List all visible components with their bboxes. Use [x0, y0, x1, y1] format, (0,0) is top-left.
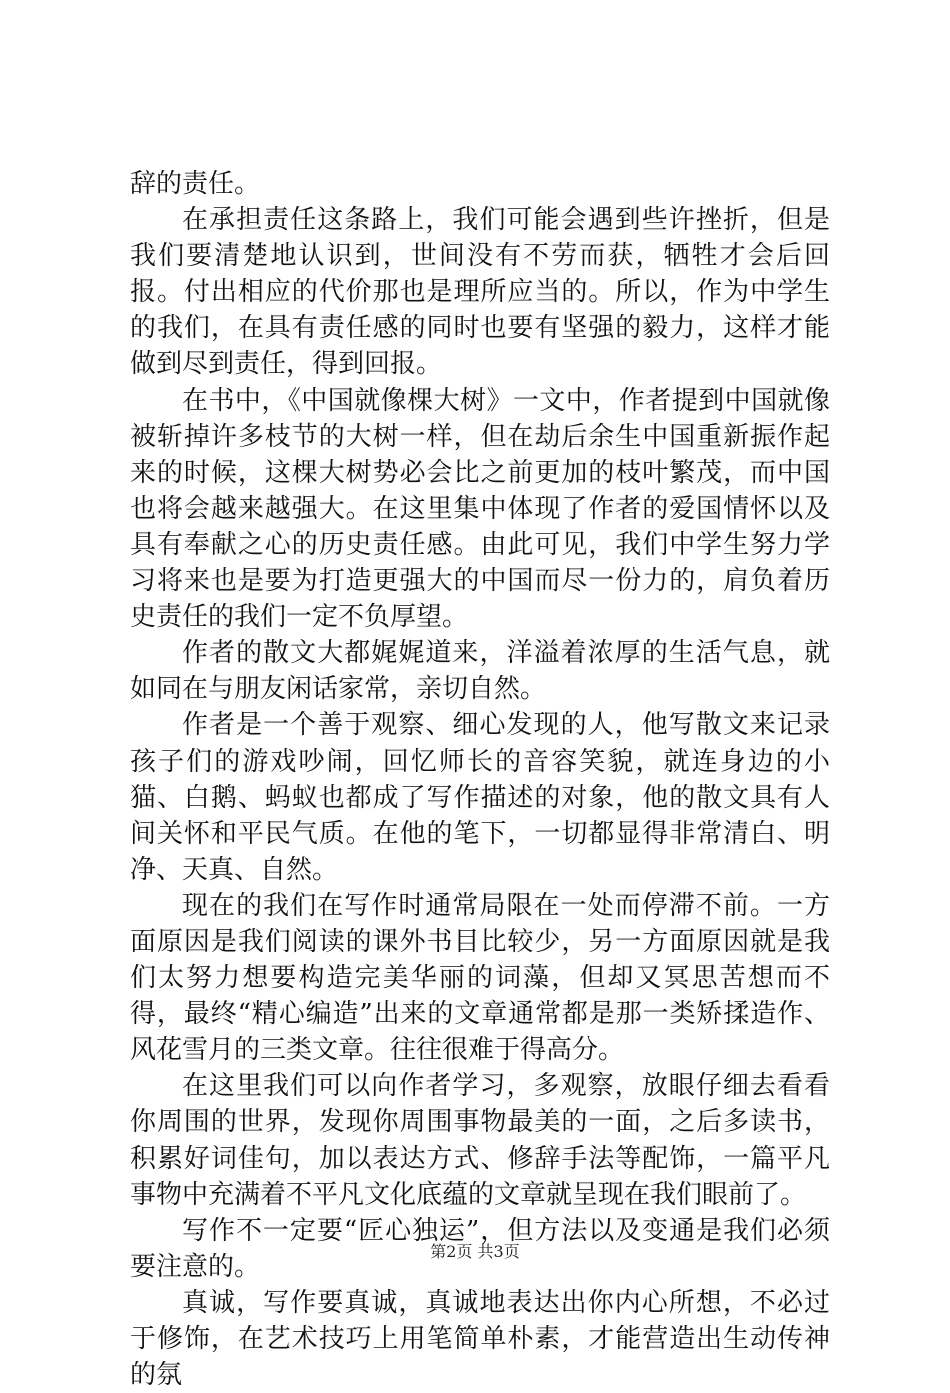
paragraph-1: 辞的责任。 [130, 169, 261, 199]
paragraph-8: 写作不一定要“匠心独运”，但方法以及变通是我们必须要注意的。 [130, 1215, 830, 1282]
paragraph-9: 真诚，写作要真诚，真诚地表达出你内心所想，不必过于修饰，在艺术技巧上用笔简单朴素，才能营造出生动传神的氛 [130, 1287, 830, 1391]
document-body [130, 166, 830, 1393]
page-number-footer: 第2页 共3页 [430, 1242, 520, 1261]
paragraph-6: 现在的我们在写作时通常局限在一处而停滞不前。一方面原因是我们阅读的课外书目比较少，另一方面原因就是我们太努力想要构造完美华丽的词藻，但却又冥思苦想而不得，最终“精心编造”出来的文章通常都是那一类矫揉造作、风花雪月的三类文章。往往很难于得高分。 [130, 890, 830, 1066]
paragraph-2: 在承担责任这条路上，我们可能会遇到些许挫折，但是我们要清楚地认识到，世间没有不劳而获，牺牲才会后回报。付出相应的代价那也是理所应当的。所以，作为中学生的我们，在具有责任感的同时也要有坚强的毅力，这样才能做到尽到责任，得到回报。 [130, 205, 830, 380]
paragraph-4: 作者的散文大都娓娓道来，洋溢着浓厚的生活气息，就如同在与朋友闲话家常，亲切自然。 [130, 638, 830, 705]
paragraph-3: 在书中，《中国就像棵大树》一文中，作者提到中国就像被斩掉许多枝节的大树一样，但在劫后余生中国重新振作起来的时候，这棵大树势必会比之前更加的枝叶繁茂，而中国也将会越来越强大。在这里集中体现了作者的爱国情怀以及具有奉献之心的历史责任感。由此可见，我们中学生努力学习将来也是要为打造更强大的中国而尽一份力的，肩负着历史责任的我们一定不负厚望。 [130, 385, 830, 633]
paragraph-5: 作者是一个善于观察、细心发现的人，他写散文来记录孩子们的游戏吵闹，回忆师长的音容笑貌，就连身边的小猫、白鹅、蚂蚁也都成了写作描述的对象，他的散文具有人间关怀和平民气质。在他的笔下，一切都显得非常清白、明净、天真、自然。 [130, 710, 830, 885]
paragraph-7: 在这里我们可以向作者学习，多观察，放眼仔细去看看你周围的世界，发现你周围事物最美的一面，之后多读书，积累好词佳句，加以表达方式、修辞手法等配饰，一篇平凡事物中充满着不平凡文化底蕴的文章就呈现在我们眼前了。 [130, 1071, 830, 1210]
